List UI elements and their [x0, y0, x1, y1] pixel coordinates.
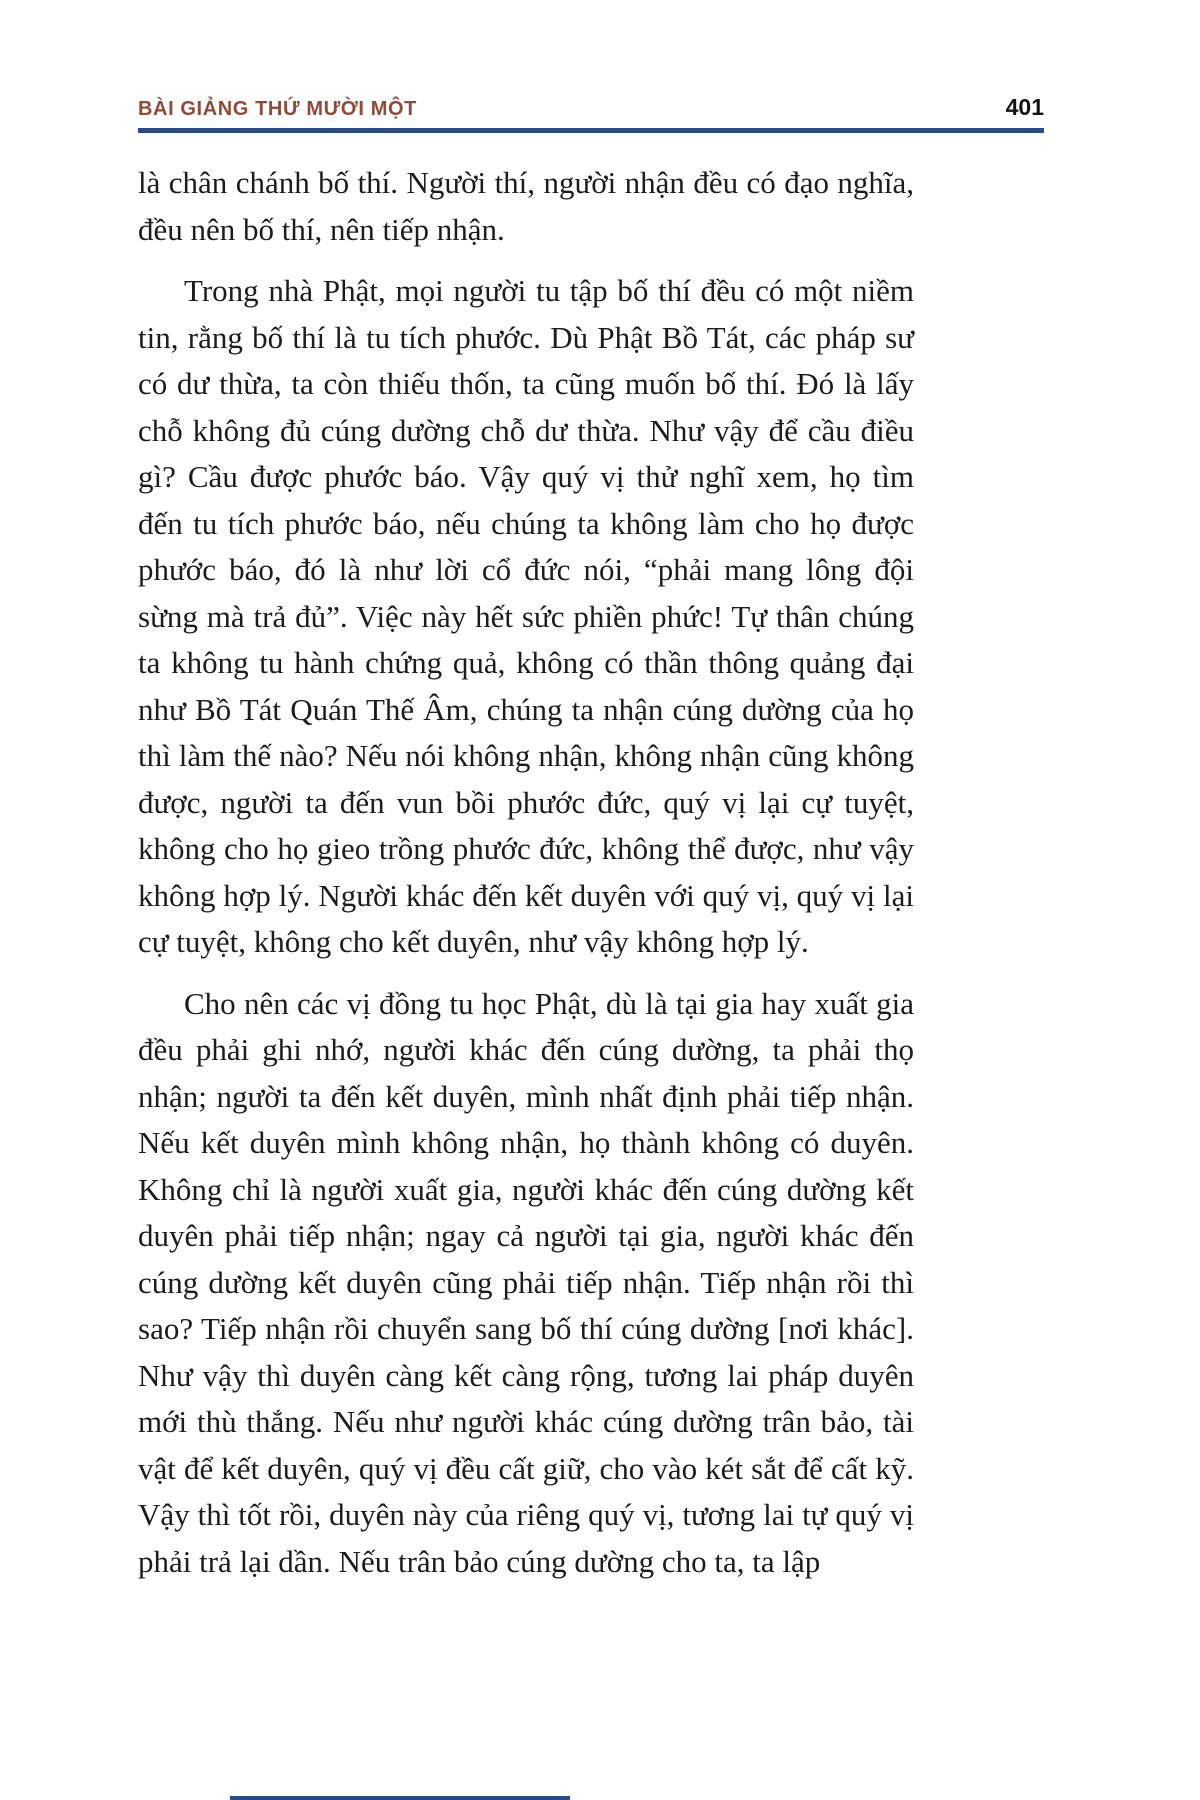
paragraph: Trong nhà Phật, mọi người tu tập bố thí đều có một niềm tin, rằng bố thí là tu tích phước. Dù Phật Bồ Tát, các pháp sư có dư thừa, ta còn thiếu thốn, ta cũng muốn bố thí. Đó là lấy chỗ không đủ cúng dường chỗ dư thừa. Như vậy để cầu điều gì? Cầu được phước báo. Vậy quý vị thử nghĩ xem, họ tìm đến tu tích phước báo, nếu chúng ta không làm cho họ được phước báo, đó là như lời cổ đức nói, “phải mang lông đội sừng mà trả đủ”. Việc này hết sức phiền phức! Tự thân chúng ta không tu hành chứng quả, không có thần thông quảng đại như Bồ Tát Quán Thế Âm, chúng ta nhận cúng dường của họ thì làm thế nào? Nếu nói không nhận, không nhận cũng không được, người ta đến vun bồi phước đức, quý vị lại cự tuyệt, không cho họ gieo trồng phước đức, không thể được, như vậy không hợp lý. Người khác đến kết duyên với quý vị, quý vị lại cự tuyệt, không cho kết duyên, như vậy không hợp lý.: [138, 273, 914, 959]
footer-rule-fragment: [230, 1796, 570, 1800]
paragraph: Cho nên các vị đồng tu học Phật, dù là tại gia hay xuất gia đều phải ghi nhớ, người khác đến cúng dường, ta phải thọ nhận; người ta đến kết duyên, mình nhất định phải tiếp nhận. Nếu kết duyên mình không nhận, họ thành không có duyên. Không chỉ là người xuất gia, người khác đến cúng dường kết duyên phải tiếp nhận; ngay cả người tại gia, người khác đến cúng dường kết duyên cũng phải tiếp nhận. Tiếp nhận rồi thì sao? Tiếp nhận rồi chuyển sang bố thí cúng dường [nơi khác]. Như vậy thì duyên càng kết càng rộng, tương lai pháp duyên mới thù thắng. Nếu như người khác cúng dường trân bảo, tài vật để kết duyên, quý vị đều cất giữ, cho vào két sắt để cất kỹ. Vậy thì tốt rồi, duyên này của riêng quý vị, tương lai tự quý vị phải trả lại dần. Nếu trân bảo cúng dường cho ta, ta lập: [138, 985, 914, 1579]
header-rule: [138, 128, 1044, 133]
paragraph: là chân chánh bố thí. Người thí, người nhận đều có đạo nghĩa, đều nên bố thí, nên tiếp nhận.: [138, 165, 914, 247]
running-header: [138, 94, 1044, 133]
page-number: 401: [1005, 94, 1044, 120]
body-text: [138, 160, 914, 1585]
chapter-title: BÀI GIẢNG THỨ MƯỜI MỘT: [138, 98, 417, 120]
